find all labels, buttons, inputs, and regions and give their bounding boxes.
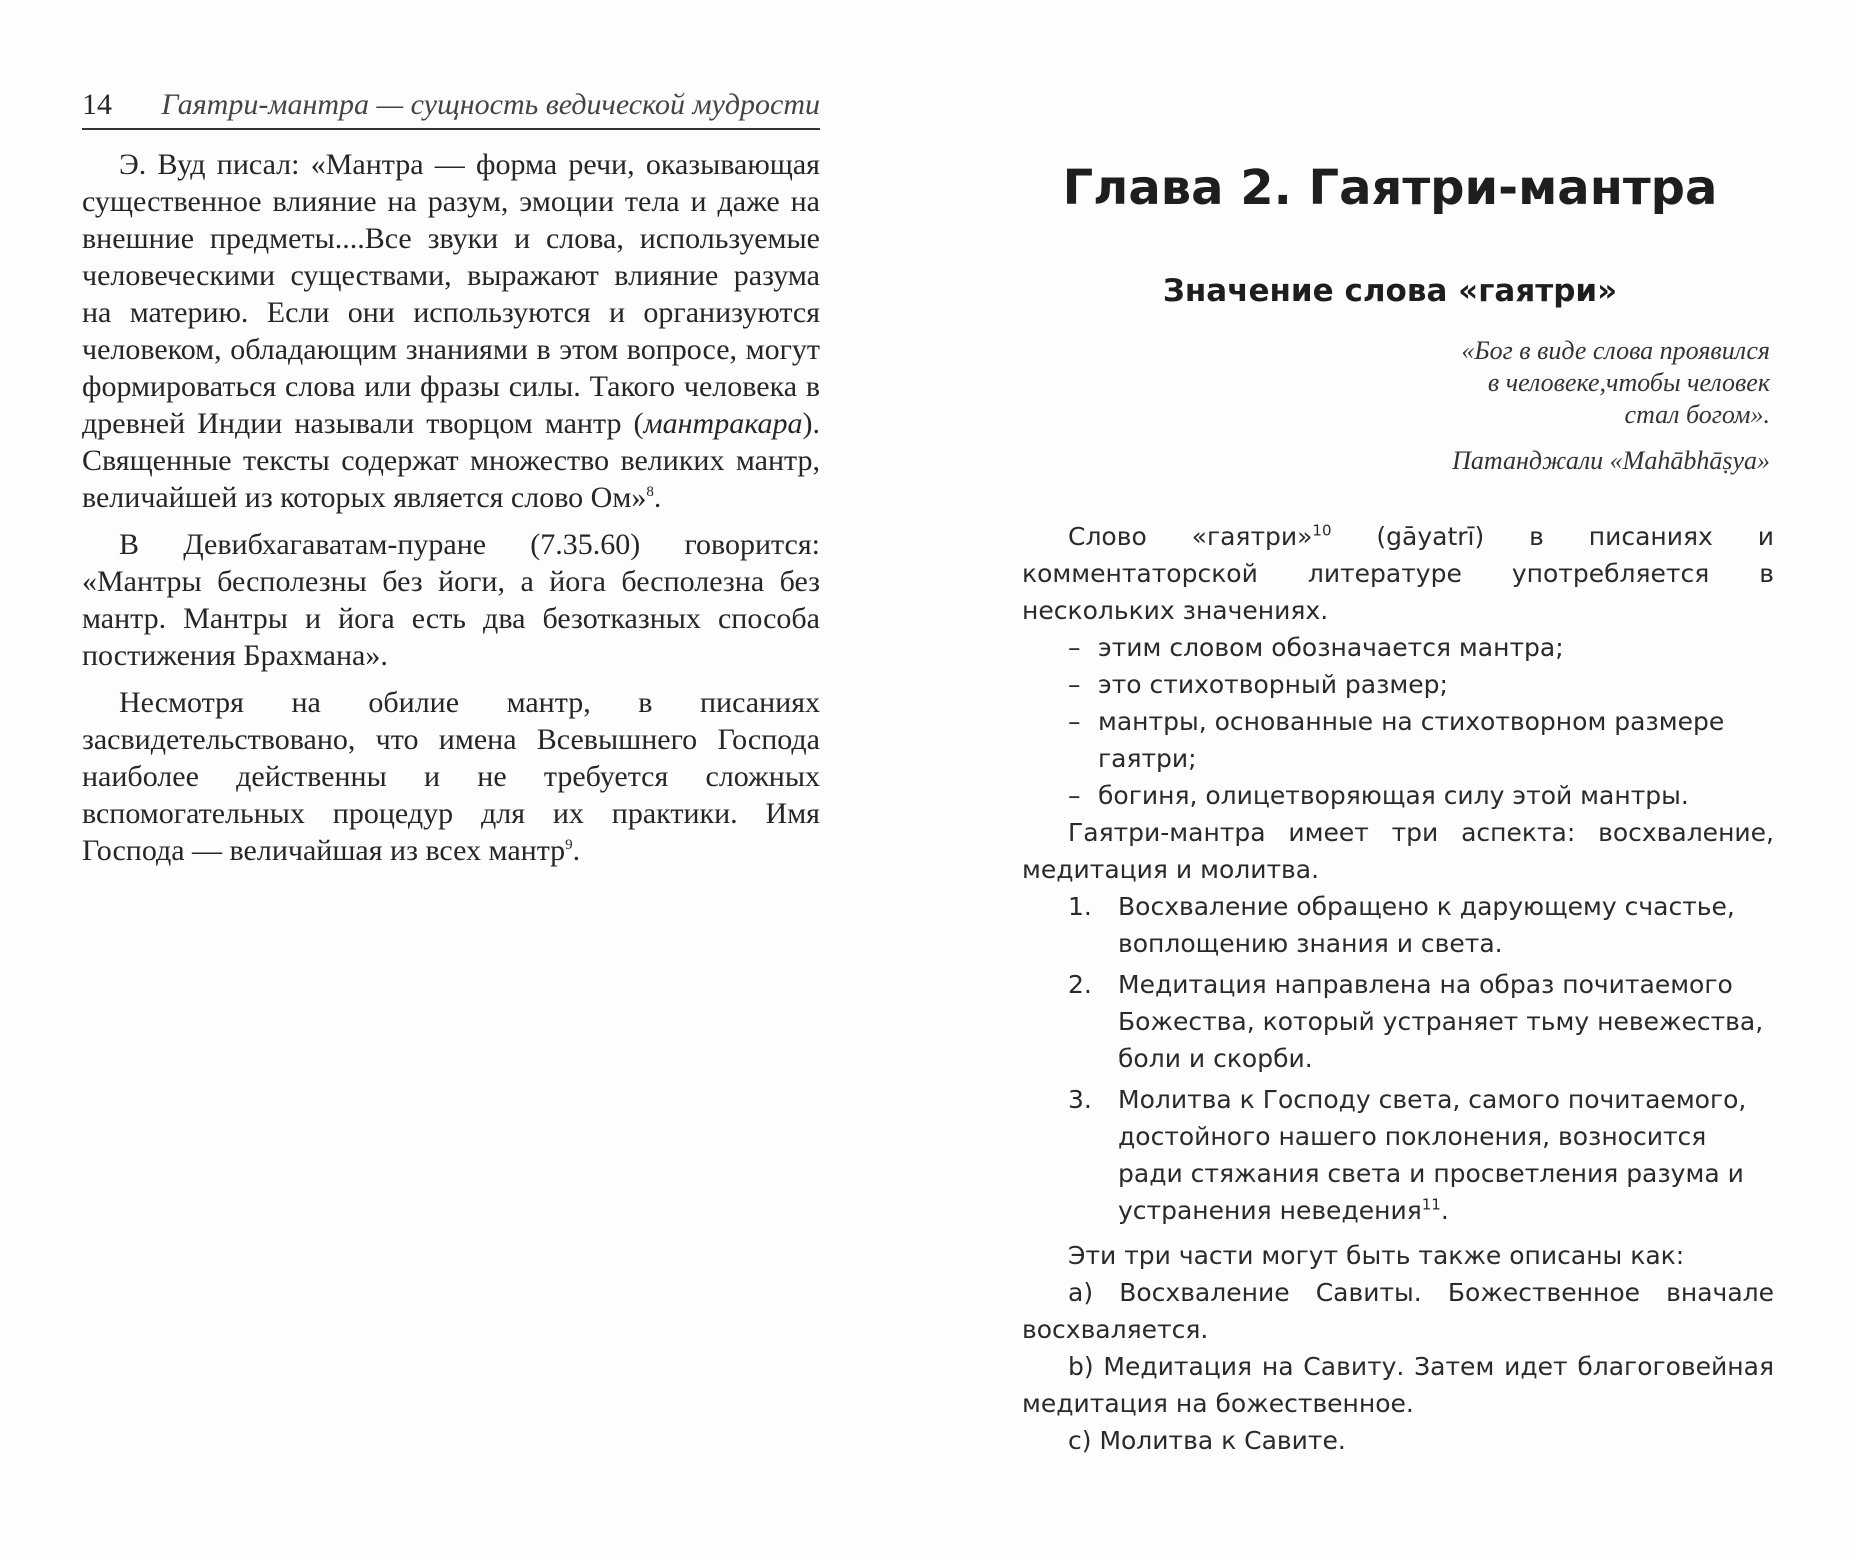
footnote-mark: 8 [646, 484, 654, 500]
running-title: Гаятри-мантра — сущность ведической мудрости [161, 88, 820, 121]
part-item: a) Восхваление Савиты. Божественное вначале восхваляется. [1022, 1278, 1774, 1344]
list-number: 3. [1068, 1085, 1092, 1114]
list-number: 2. [1068, 970, 1092, 999]
right-page [1000, 0, 1855, 1560]
parts-intro: Эти три части могут быть также описаны как: [1068, 1241, 1685, 1270]
aspects-intro: Гаятри-мантра имеет три аспекта: восхваление, медитация и молитва. [1022, 818, 1774, 884]
epigraph-author: Патанджали «Mahābhāṣya» [1452, 446, 1770, 475]
right-body-text [1022, 518, 1774, 1459]
list-item: 3. Молитва к Господу света, самого почитаемого, достойного нашего поклонения, возносится ради стяжания света и просветления разума и устранения неведения$^{11}$. [1068, 1081, 1774, 1229]
term-mantrakara: мантракара [643, 407, 803, 440]
footnote-mark: 11 [1421, 1195, 1441, 1214]
paragraph-names-of-god: Несмотря на обилие мантр, в писаниях засвидетельствовано, что имена Всевышнего Господа наиболее действенны и не требуется сложных вспомогательных процедур для их практики. Имя Господа — величайшая из всех мантр$^9$. [82, 686, 820, 867]
list-number: 1. [1068, 892, 1092, 921]
page-number: 14 [82, 88, 112, 121]
list-item: 1. Восхваление обращено к дарующему счастье, воплощению знания и света. [1068, 888, 1774, 962]
epigraph [1000, 335, 1770, 477]
list-item: – этим словом обозначается мантра; [1068, 629, 1774, 666]
section-title: Значение слова «гаятри» [1162, 273, 1618, 309]
intro-paragraph: Слово «гаятри»$^{10}$ (gāyatrī) в писаниях и комментаторской литературе употребляется в нескольких значениях. [1022, 521, 1774, 625]
list-item: – это стихотворный размер; [1068, 666, 1774, 703]
part-item: c) Молитва к Савите. [1068, 1426, 1346, 1455]
footnote-mark: 10 [1312, 521, 1332, 540]
list-item: – мантры, основанные на стихотворном размере гаятри; [1068, 703, 1774, 777]
meanings-list [1022, 629, 1774, 814]
paragraph-devibhagavatam: В Девибхагаватам-пуране (7.35.60) говорится: «Мантры бесполезны без йоги, а йога бесполезна без мантр. Мантры и йога есть два безотказных способа постижения Брахмана». [82, 528, 820, 672]
list-item: – богиня, олицетворяющая силу этой мантры. [1068, 777, 1774, 814]
epigraph-line: «Бог в виде слова проявился [1461, 336, 1770, 365]
epigraph-line: в человеке,чтобы человек [1487, 368, 1770, 397]
paragraph-wood-quote: Э. Вуд писал: «Мантра — форма речи, оказывающая существенное влияние на разум, эмоции тела и даже на внешние предметы....Все звуки и слова, используемые человеческими существами, выражают влияние разума на материю. Если они используются и организуются человеком, обладающим знаниями в этом вопросе, могут формироваться слова или фразы силы. Такого человека в древней Индии называли творцом мантр (мантракара). Священные тексты содержат множество великих мантр, величайшей из которых является слово Ом»$^8$. [82, 148, 820, 514]
part-item: b) Медитация на Савиту. Затем идет благоговейная медитация на божественное. [1022, 1352, 1774, 1418]
epigraph-line: стал богом». [1624, 400, 1770, 429]
footnote-mark: 9 [565, 837, 573, 853]
aspects-list [1022, 888, 1774, 1229]
left-body-text [82, 146, 820, 879]
chapter-title: Глава 2. Гаятри-мантра [1062, 160, 1718, 216]
running-head [82, 88, 820, 130]
list-item: 2. Медитация направлена на образ почитаемого Божества, который устраняет тьму невежества, боли и скорби. [1068, 966, 1774, 1077]
left-page [0, 0, 900, 1560]
